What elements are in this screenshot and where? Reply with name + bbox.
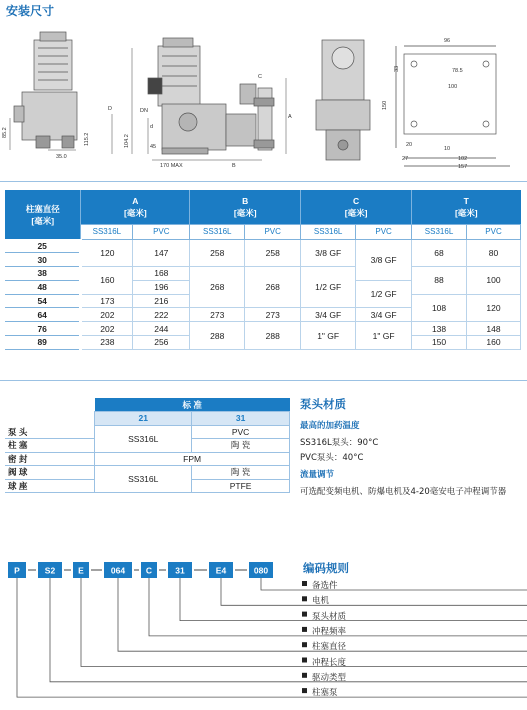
b-ss-38-64: 268 [190,267,245,308]
a-ss-64: 202 [81,308,133,322]
code-label: 冲程长度 [312,657,347,668]
bullet-icon [302,688,307,693]
sub-pvc-b: PVC [245,224,301,239]
code-label: 备选件 [312,581,338,591]
a-pvc-76: 244 [133,322,190,336]
dim-d-label: D [108,106,112,112]
dim-96-label: 96 [444,38,451,44]
sub-ss-c: SS316L [301,224,356,239]
a-ss-89: 238 [81,336,133,350]
pump-front-view [148,38,274,154]
sub-ss-a: SS316L [81,224,133,239]
b-ss-64: 273 [190,308,245,322]
dim-dn-label: DN [140,108,148,114]
pump-top-view [316,40,370,160]
dimension-table [5,190,521,350]
code-label: 冲程频率 [312,626,347,637]
bore-38: 38 [5,267,81,281]
sub-ss-b: SS316L [190,224,245,239]
dim-45-label: 45 [150,144,157,150]
mat-21-ball-seat: SS316L [95,466,192,493]
c-ss-38-64: 1/2 GF [301,267,356,308]
mat-seal: FPM [95,452,290,466]
code-label: 泵头材质 [312,611,347,622]
dim-170max-label: 170 MAX [160,163,183,168]
info-title: 泵头材质 [300,397,346,411]
mat-31-plunger: 陶 瓷 [192,439,290,453]
sub-pvc-a: PVC [133,224,190,239]
c-pvc-76-89: 1" GF [356,322,412,350]
bore-89: 89 [5,336,81,350]
t-ss-89: 150 [412,336,467,350]
t-ss-38-48: 88 [412,267,467,295]
dim-100-label: 100 [448,84,458,90]
code-leader [261,578,527,590]
page-title: 安装尺寸 [6,4,55,18]
dim-c-label: C [258,74,262,80]
code-label: 驱动类型 [312,672,347,683]
a-ss-38-48: 160 [81,267,133,295]
code-box-label: E4 [215,565,227,576]
pvc-temp: PVC泵头：40°C [300,453,364,463]
col-b-header: B [毫米] [190,190,301,224]
dim-20-label: 20 [406,142,413,148]
t-ss-54-64: 108 [412,294,467,322]
dim-27-label: 27 [402,156,409,162]
standard-header: 标 准 [95,398,290,412]
bore-64: 64 [5,308,81,322]
a-pvc-64: 222 [133,308,190,322]
mat-31-seat: PTFE [192,479,290,493]
c-ss-64: 3/4 GF [301,308,356,322]
base-plate-view [396,46,510,166]
code-box-label: E [78,565,84,576]
flow-label: 流量调节 [300,470,335,480]
b-ss-25-30: 258 [190,239,245,267]
sub-ss-t: SS316L [412,224,467,239]
a-ss-25-30: 120 [81,239,133,267]
bore-header: 柱塞直径 [毫米] [5,190,81,239]
material-table [5,398,290,493]
bore-25: 25 [5,239,81,253]
pump-side-view [14,32,77,148]
a-pvc-25-30: 147 [133,239,190,267]
row-ball-seat: 球 座 [5,479,95,493]
t-pvc-76: 148 [467,322,521,336]
dim-35-0-label: 35.0 [56,154,67,160]
code-title: 编码规则 [303,561,349,575]
bullet-icon [302,658,307,663]
row-seal: 密 封 [5,452,95,466]
code-diagram [0,548,527,708]
dim-33-label: 33 [394,65,400,72]
divider [0,380,527,381]
dim-104-2-label: 104.2 [124,134,130,148]
bullet-icon [302,612,307,617]
code-leader [81,578,527,667]
row-valve-ball: 阀 球 [5,466,95,480]
bore-76: 76 [5,322,81,336]
ss-temp: SS316L泵头：90°C [300,438,379,448]
code-box-label: S2 [44,565,56,576]
code-leader [17,578,527,697]
sub-pvc-t: PVC [467,224,521,239]
b-pvc-76-89: 288 [245,322,301,350]
bullet-icon [302,642,307,647]
code-box-label: 064 [110,565,126,576]
a-pvc-54: 216 [133,294,190,308]
col-31-header: 31 [192,412,290,426]
a-pvc-38: 168 [133,267,190,281]
c-pvc-25-38: 3/8 GF [356,239,412,280]
dim-157-label: 157 [458,164,468,168]
flow-text: 可选配变频电机、防爆电机及4-20毫安电子冲程调节器 [300,487,507,497]
code-box-label: 31 [175,565,185,576]
c-ss-25-30: 3/8 GF [301,239,356,267]
c-pvc-64: 3/4 GF [356,308,412,322]
sub-pvc-c: PVC [356,224,412,239]
bore-48: 48 [5,280,81,294]
mat-31-head: PVC [192,425,290,439]
mat-31-ball: 陶 瓷 [192,466,290,480]
col-a-header: A [毫米] [81,190,190,224]
dim-85-2-label: 85.2 [2,127,8,138]
bore-54: 54 [5,294,81,308]
a-pvc-89: 256 [133,336,190,350]
code-box-label: C [145,565,153,576]
bullet-icon [302,596,307,601]
dim-78-5-label: 78.5 [452,68,463,74]
dim-150-label: 150 [382,100,388,110]
b-ss-76-89: 288 [190,322,245,350]
col-21-header: 21 [95,412,192,426]
t-pvc-38-48: 100 [467,267,521,295]
code-label: 柱塞泵 [312,688,338,699]
a-ss-54: 173 [81,294,133,308]
bullet-icon [302,627,307,632]
bullet-icon [302,673,307,678]
t-pvc-25-30: 80 [467,239,521,267]
row-pump-head: 泵 头 [5,425,95,439]
divider [0,181,527,182]
code-label: 电机 [312,596,330,607]
c-ss-76-89: 1" GF [301,322,356,350]
material-info [300,396,522,500]
b-pvc-38-64: 268 [245,267,301,308]
code-box-label: 080 [253,565,269,576]
bore-30: 30 [5,253,81,267]
code-box-label: P [14,565,20,576]
dim-d-small-label: d [150,124,154,130]
dim-115-2-label: 115.2 [84,132,90,146]
t-pvc-54-64: 120 [467,294,521,322]
dim-b-label: B [232,163,236,168]
dim-a-label: A [288,114,292,120]
c-pvc-48-54: 1/2 GF [356,280,412,308]
bullet-icon [302,581,307,586]
b-pvc-64: 273 [245,308,301,322]
col-c-header: C [毫米] [301,190,412,224]
t-pvc-89: 160 [467,336,521,350]
code-label: 柱塞直径 [312,642,347,653]
a-ss-76: 202 [81,322,133,336]
code-leader [221,578,527,605]
mat-21-head-plunger: SS316L [95,425,192,452]
col-t-header: T [毫米] [412,190,521,224]
code-leader [180,578,527,621]
installation-drawing [0,18,527,168]
max-temp-label: 最高的加药温度 [300,421,360,431]
dim-102-label: 102 [458,156,468,162]
row-plunger: 柱 塞 [5,439,95,453]
b-pvc-25-30: 258 [245,239,301,267]
t-ss-76: 138 [412,322,467,336]
t-ss-25-30: 68 [412,239,467,267]
a-pvc-48: 196 [133,280,190,294]
dim-10-label: 10 [444,146,451,152]
